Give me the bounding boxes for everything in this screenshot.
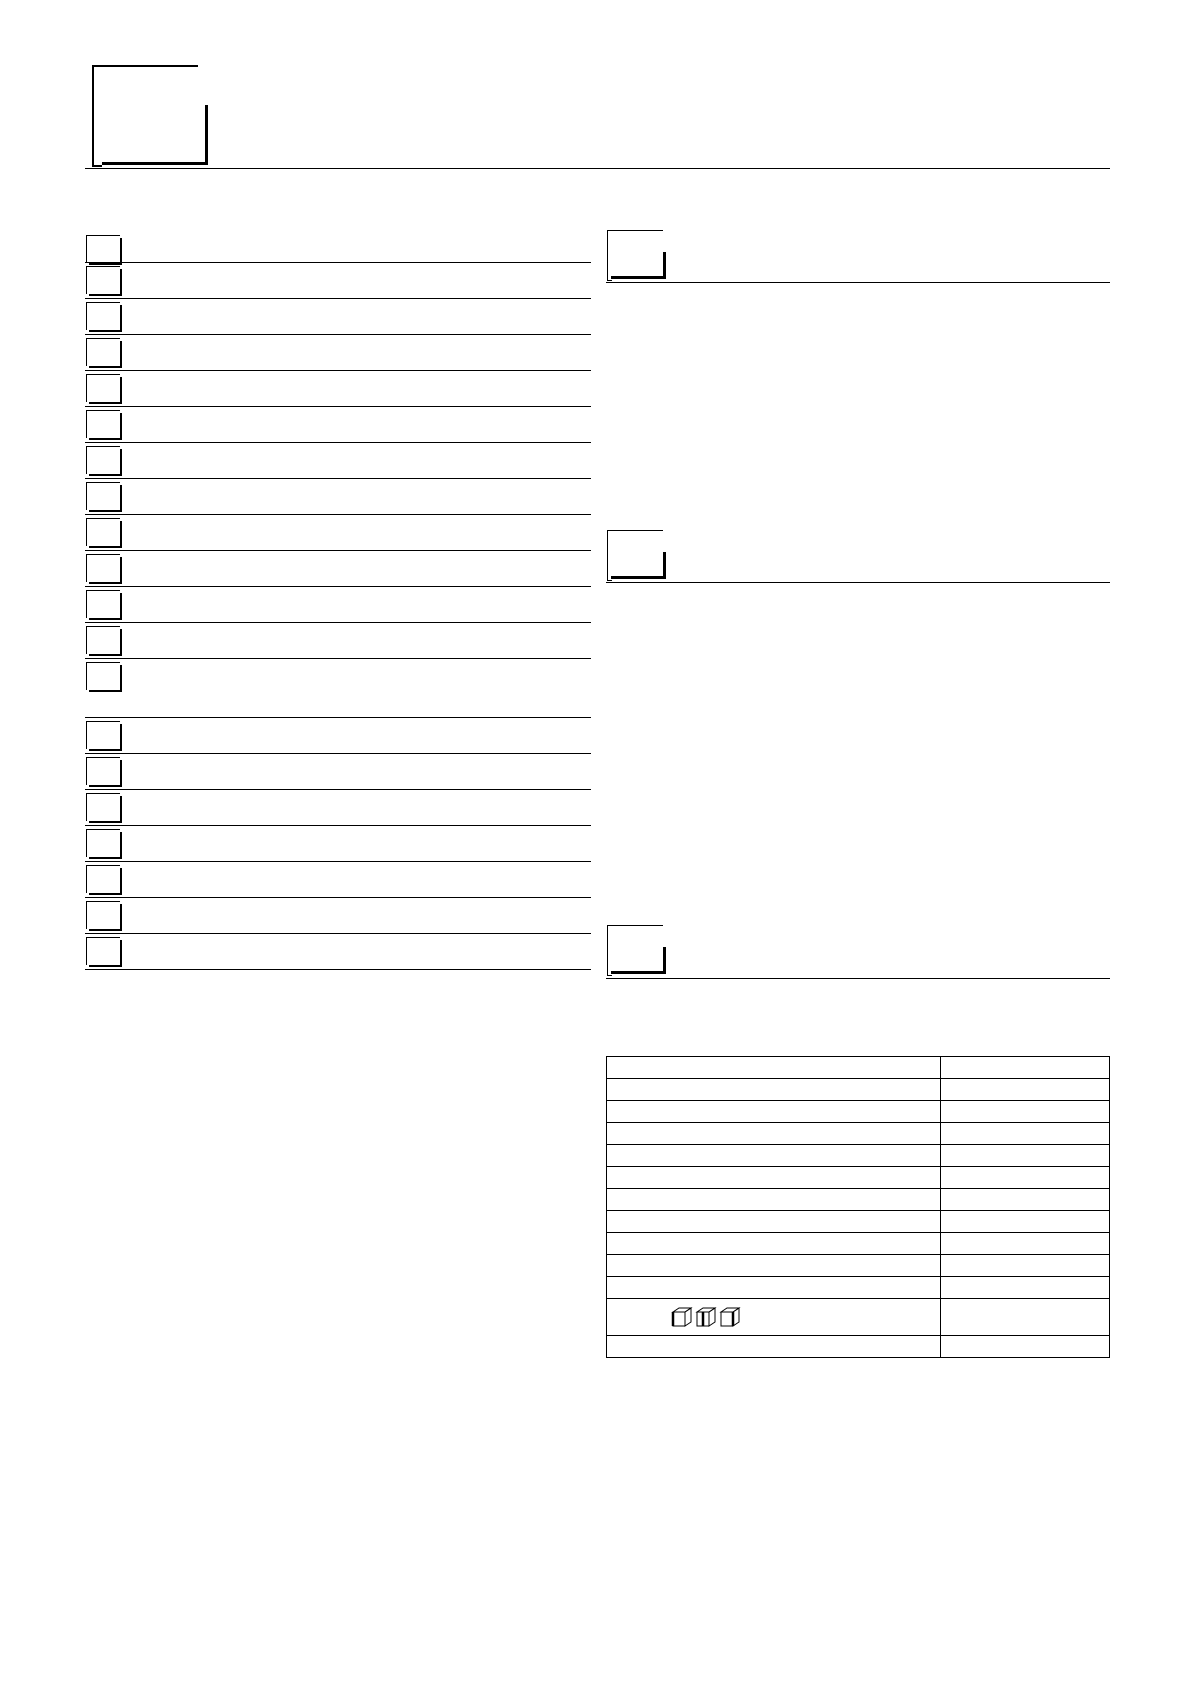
section-rule	[606, 978, 1110, 979]
table-row	[607, 1167, 1110, 1189]
item-number-box	[86, 757, 122, 787]
table-row	[607, 1277, 1110, 1299]
header-rule	[85, 168, 1110, 169]
table-cell-value	[941, 1079, 1110, 1101]
table-cell-label	[607, 1145, 941, 1167]
list-item	[85, 263, 591, 299]
table-cell-value	[941, 1123, 1110, 1145]
list-item	[85, 790, 591, 826]
item-number-box	[86, 374, 122, 404]
list-item	[85, 587, 591, 623]
table-row	[607, 1123, 1110, 1145]
table-cell-label	[607, 1255, 941, 1277]
table-cell-value	[941, 1189, 1110, 1211]
table-cell-value	[941, 1211, 1110, 1233]
section-number-box	[607, 925, 665, 975]
list-item	[85, 718, 591, 754]
table-cell-value	[941, 1145, 1110, 1167]
section-rule	[606, 282, 1110, 283]
item-number-box	[86, 235, 122, 265]
list-item	[85, 335, 591, 371]
item-number-box	[86, 662, 122, 692]
table-cell-label	[607, 1233, 941, 1255]
cube-icon-group	[671, 1306, 743, 1328]
table-row	[607, 1057, 1110, 1079]
item-number-box	[86, 518, 122, 548]
table-cell-label	[607, 1167, 941, 1189]
table-row	[607, 1255, 1110, 1277]
chapter-box-corner	[92, 155, 102, 167]
item-number-box	[86, 937, 122, 967]
item-number-box	[86, 266, 122, 296]
list-item	[85, 407, 591, 443]
list-item	[85, 479, 591, 515]
list-item	[85, 551, 591, 587]
table-row	[607, 1336, 1110, 1358]
item-number-box	[86, 721, 122, 751]
list-item	[85, 623, 591, 659]
cube-right-icon	[719, 1306, 741, 1328]
item-number-box	[86, 793, 122, 823]
table-cell-label	[607, 1336, 941, 1358]
list-item	[85, 299, 591, 335]
table-row	[607, 1079, 1110, 1101]
table-cell-value	[941, 1277, 1110, 1299]
spec-table	[606, 1056, 1110, 1358]
list-item	[85, 515, 591, 551]
list-item	[85, 371, 591, 407]
item-number-box	[86, 302, 122, 332]
table-cell-label	[607, 1057, 941, 1079]
table-cell-label	[607, 1211, 941, 1233]
cube-center-icon	[695, 1306, 717, 1328]
list-item	[85, 754, 591, 790]
table-row	[607, 1189, 1110, 1211]
list-item	[85, 443, 591, 479]
item-number-box	[86, 901, 122, 931]
table-cell-value	[941, 1167, 1110, 1189]
table-row	[607, 1145, 1110, 1167]
list-item	[85, 659, 591, 718]
list-item	[85, 862, 591, 898]
cube-left-icon	[671, 1306, 693, 1328]
table-cell-value	[941, 1233, 1110, 1255]
item-number-box	[86, 410, 122, 440]
item-number-box	[86, 829, 122, 859]
table-row	[607, 1101, 1110, 1123]
item-number-box	[86, 338, 122, 368]
table-cell-value	[941, 1057, 1110, 1079]
list-item	[85, 232, 591, 263]
item-number-box	[86, 554, 122, 584]
item-number-box	[86, 446, 122, 476]
chapter-number-box	[92, 65, 208, 165]
section-number-box	[607, 530, 665, 580]
item-number-box	[86, 865, 122, 895]
table-cell-label	[607, 1277, 941, 1299]
table-row	[607, 1299, 1110, 1336]
table-row	[607, 1233, 1110, 1255]
list-item	[85, 826, 591, 862]
table-cell-label	[607, 1123, 941, 1145]
table-cell-value	[941, 1336, 1110, 1358]
table-cell-label	[607, 1299, 941, 1336]
item-number-box	[86, 626, 122, 656]
table-row	[607, 1211, 1110, 1233]
list-item	[85, 934, 591, 970]
list-item	[85, 898, 591, 934]
item-number-box	[86, 590, 122, 620]
table-cell-label	[607, 1189, 941, 1211]
item-number-box	[86, 482, 122, 512]
table-cell-value	[941, 1299, 1110, 1336]
table-cell-value	[941, 1255, 1110, 1277]
section-number-box	[607, 230, 665, 280]
table-cell-label	[607, 1101, 941, 1123]
section-rule	[606, 582, 1110, 583]
table-cell-label	[607, 1079, 941, 1101]
table-cell-value	[941, 1101, 1110, 1123]
